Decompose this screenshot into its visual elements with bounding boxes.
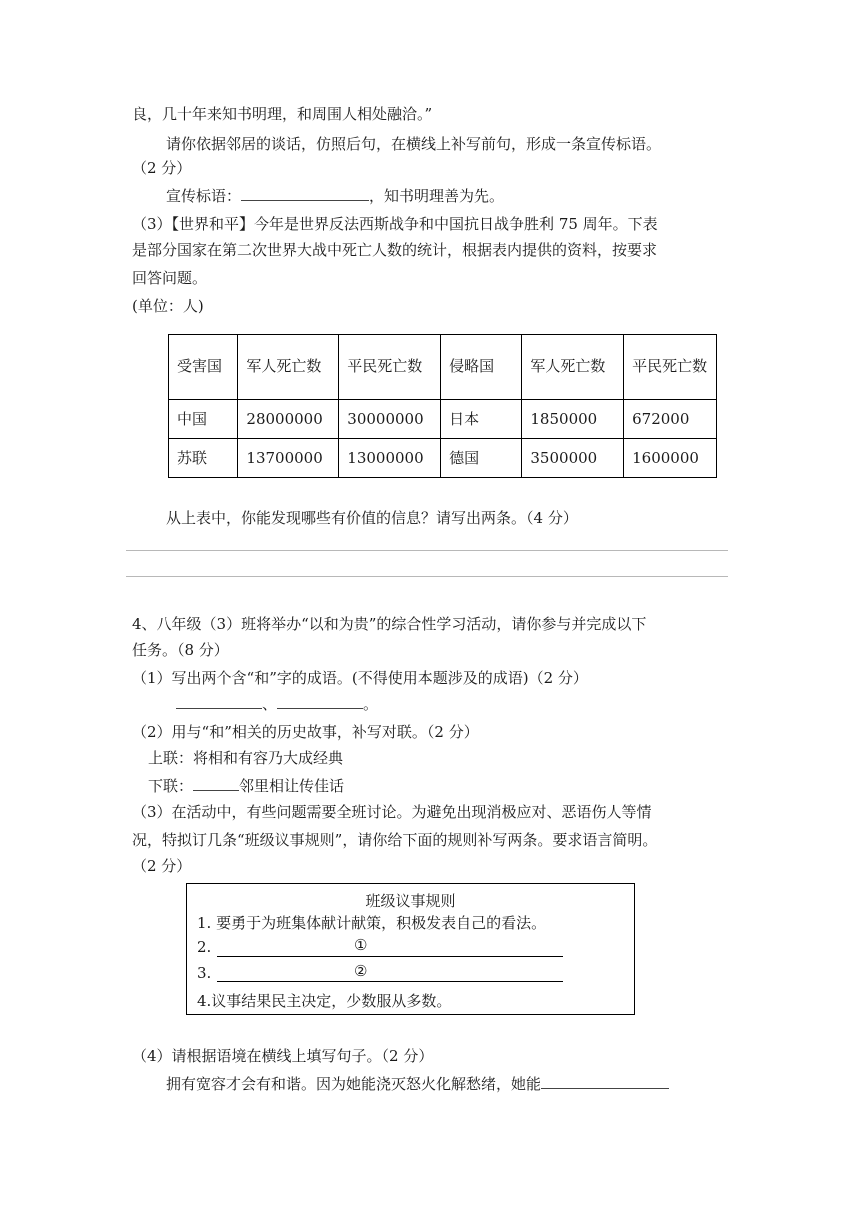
header-aggressor-civilian-deaths: 平民死亡数 (624, 335, 717, 400)
answer-line-1[interactable] (126, 550, 728, 551)
rule-2-blank[interactable] (217, 956, 563, 957)
idiom-blank-1[interactable] (176, 694, 262, 709)
slogan-line (166, 186, 504, 206)
couplet-blank[interactable] (193, 776, 239, 791)
header-victim-country: 受害国 (169, 335, 238, 400)
table-cell: 13700000 (238, 439, 339, 478)
table-cell: 3500000 (522, 439, 624, 478)
table-cell: 672000 (624, 400, 717, 439)
rule-3-marker: ② (354, 962, 368, 980)
table-cell: 30000000 (339, 400, 441, 439)
question-4-3-line-1: （3）在活动中，有些问题需要全班讨论。为避免出现消极应对、恶语伤人等情 (132, 803, 652, 821)
table-header-row (169, 335, 717, 400)
table-cell: 1600000 (624, 439, 717, 478)
couplet-lower-label: 下联： (148, 777, 194, 795)
idiom-separator: 、 (262, 695, 278, 713)
question-3-line-1: （3）【世界和平】今年是世界反法西斯战争和中国抗日战争胜利 75 周年。下表 (132, 215, 658, 233)
header-aggressor-military-deaths: 军人死亡数 (522, 335, 624, 400)
table-row (169, 400, 717, 439)
question-3-line-3: 回答问题。 (132, 269, 208, 287)
rule-3-blank[interactable] (217, 981, 563, 982)
slogan-tail: ，知书明理善为先。 (369, 187, 505, 205)
table-cell: 苏联 (169, 439, 238, 478)
paragraph-neighbor-quote-end: 良，几十年来知书明理，和周围人相处融洽。” (132, 105, 433, 123)
class-rules-box (186, 883, 635, 1015)
answer-line-2[interactable] (126, 576, 728, 577)
couplet-lower-tail: 邻里相让传佳话 (239, 777, 345, 795)
question-4-3-line-2: 况，特拟订几条“班级议事规则”，请你给下面的规则补写两条。要求语言简明。 (132, 831, 658, 849)
question-3-line-2: 是部分国家在第二次世界大战中死亡人数的统计，根据表内提供的资料，按要求 (132, 241, 658, 259)
table-cell: 1850000 (522, 400, 624, 439)
sentence-fill-blank[interactable] (541, 1074, 669, 1089)
war-casualty-table (168, 334, 717, 478)
slogan-label: 宣传标语： (166, 187, 242, 205)
rule-4: 4.议事结果民主决定，少数服从多数。 (197, 992, 452, 1010)
table-cell: 日本 (441, 400, 522, 439)
question-4-line-1: 4、八年级（3）班将举办“以和为贵”的综合性学习活动，请你参与并完成以下 (132, 615, 647, 633)
couplet-lower-line (148, 776, 344, 796)
header-victim-military-deaths: 军人死亡数 (238, 335, 339, 400)
rule-2-number: 2. (197, 938, 212, 956)
header-aggressor-country: 侵略国 (441, 335, 522, 400)
table-cell: 13000000 (339, 439, 441, 478)
table-row (169, 439, 717, 478)
idiom-answer-line (176, 694, 378, 714)
table-question: 从上表中，你能发现哪些有价值的信息？请写出两条。（4 分） (166, 509, 578, 527)
sentence-fill-line (166, 1074, 669, 1094)
question-4-4: （4）请根据语境在横线上填写句子。（2 分） (132, 1047, 434, 1065)
rule-1: 1. 要勇于为班集体献计献策，积极发表自己的看法。 (197, 914, 547, 932)
idiom-end-mark: 。 (363, 695, 379, 713)
slogan-answer-blank[interactable] (241, 186, 369, 201)
instruction-slogan-score: （2 分） (132, 159, 192, 177)
rules-title: 班级议事规则 (365, 892, 456, 910)
table-cell: 德国 (441, 439, 522, 478)
question-4-1: （1）写出两个含“和”字的成语。(不得使用本题涉及的成语)（2 分） (132, 669, 588, 687)
question-4-line-2: 任务。（8 分） (132, 641, 229, 659)
header-victim-civilian-deaths: 平民死亡数 (339, 335, 441, 400)
question-4-2: （2）用与“和”相关的历史故事，补写对联。（2 分） (132, 723, 479, 741)
question-4-3-line-3: （2 分） (132, 857, 192, 875)
table-unit-note: (单位：人) (132, 297, 204, 315)
rule-3-number: 3. (197, 964, 212, 982)
rule-2-marker: ① (354, 936, 368, 954)
table-cell: 中国 (169, 400, 238, 439)
couplet-upper: 上联：将相和有容乃大成经典 (148, 749, 344, 767)
sentence-fill-text: 拥有宽容才会有和谐。因为她能浇灭怒火化解愁绪，她能 (166, 1075, 542, 1093)
instruction-slogan: 请你依据邻居的谈话，仿照后句，在横线上补写前句，形成一条宣传标语。 (166, 135, 662, 153)
table-cell: 28000000 (238, 400, 339, 439)
idiom-blank-2[interactable] (277, 694, 363, 709)
